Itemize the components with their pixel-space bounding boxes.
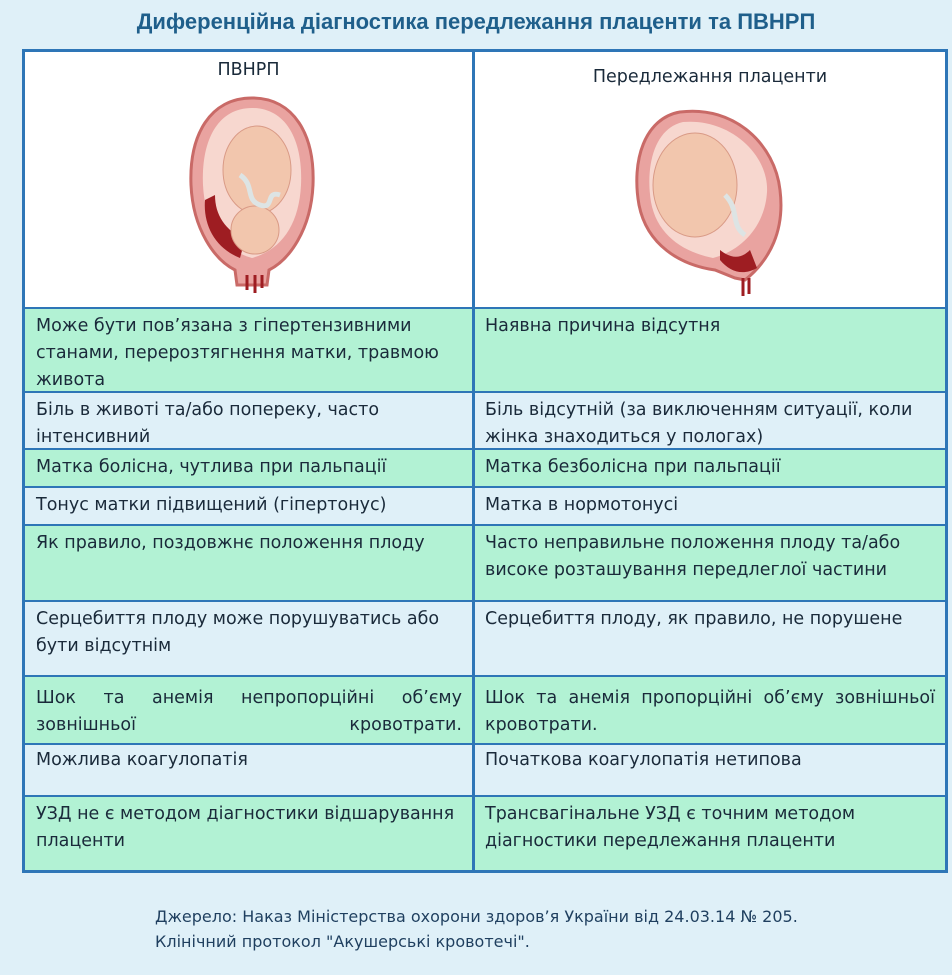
row-coagulopathy-left: Можлива коагулопатія — [36, 750, 248, 770]
header-right-label: Передлежання плаценти — [592, 67, 828, 87]
table-row — [25, 797, 945, 870]
table-header-row — [25, 52, 945, 309]
row-cause-right: Наявна причина відсутня — [485, 316, 721, 336]
row-position-right: Часто неправильне положення плоду та/або високе розташування передлеглої частини — [485, 533, 901, 580]
column-divider — [472, 52, 475, 870]
row-cause-left: Може бути пов’язана з гіпертензивними станами, перерозтягнення матки, травмою живота — [36, 316, 439, 390]
row-ultrasound-right: Трансвагінальне УЗД є точним методом діагностики передлежання плаценти — [485, 804, 856, 851]
table-row — [25, 488, 945, 526]
row-ultrasound-left: УЗД не є методом діагностики відшарування плаценти — [36, 804, 455, 851]
table-row — [25, 526, 945, 602]
row-heartbeat-right: Серцебиття плоду, як правило, не порушене — [485, 609, 903, 629]
table-row — [25, 677, 945, 745]
source-line-2: Клінічний протокол "Акушерські кровотечі". — [155, 932, 530, 951]
row-pain-right: Біль відсутній (за виключенням ситуації, коли жінка знаходиться у пологах) — [485, 400, 913, 447]
placental-abruption-illustration — [185, 90, 320, 295]
row-tone-right: Матка в нормотонусі — [485, 495, 679, 515]
source-line-1: Джерело: Наказ Міністерства охорони здоров’я України від 24.03.14 № 205. — [155, 907, 798, 926]
row-heartbeat-left: Серцебиття плоду може порушуватись або бути відсутнім — [36, 609, 440, 656]
table-row — [25, 602, 945, 677]
row-palpation-left: Матка болісна, чутлива при пальпації — [36, 457, 387, 477]
table-row — [25, 745, 945, 797]
table-row — [25, 393, 945, 450]
row-tone-left: Тонус матки підвищений (гіпертонус) — [36, 495, 387, 515]
table-row — [25, 450, 945, 488]
page-title: Диференційна діагностика передлежання плаценти та ПВНРП — [136, 9, 816, 34]
comparison-table — [22, 49, 948, 873]
row-palpation-right: Матка безболісна при пальпації — [485, 457, 781, 477]
row-pain-left: Біль в животі та/або попереку, часто інтенсивний — [36, 400, 380, 447]
table-row — [25, 309, 945, 393]
row-coagulopathy-right: Початкова коагулопатія нетипова — [485, 750, 802, 770]
row-shock-left: Шок та анемія непропорційні об’єму зовнішньої кровотрати. — [36, 688, 462, 735]
row-shock-right: Шок та анемія пропорційні об’єму зовнішньої кровотрати. — [485, 688, 935, 735]
row-position-left: Як правило, поздовжнє положення плоду — [36, 533, 425, 553]
placenta-previa-illustration — [625, 100, 795, 300]
header-left-label: ПВНРП — [217, 60, 280, 80]
source-note — [155, 904, 915, 954]
